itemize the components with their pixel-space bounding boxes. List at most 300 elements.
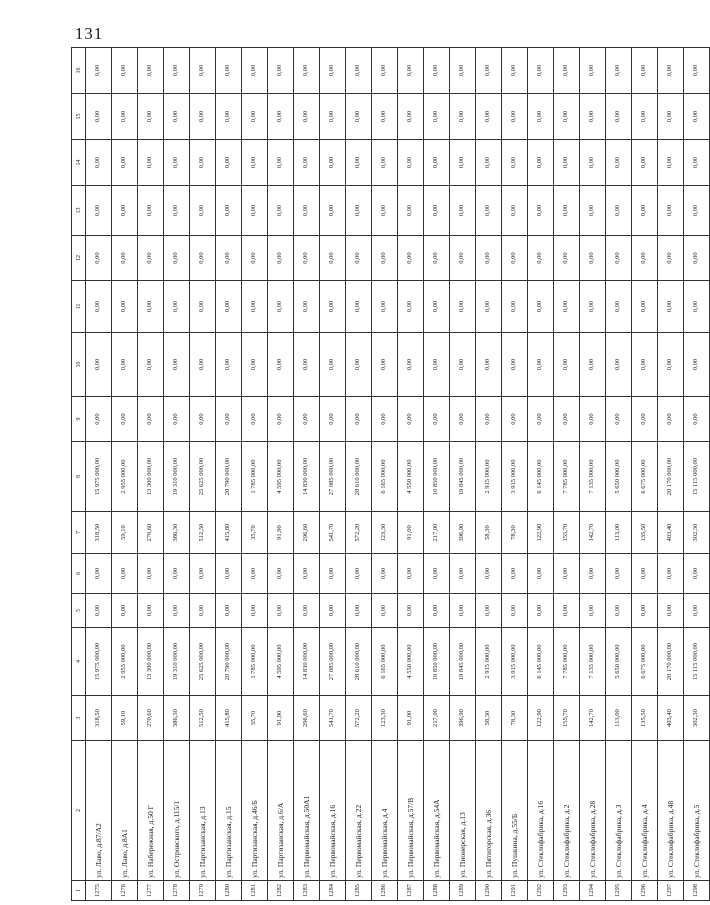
area-cell: 91,00 <box>398 696 424 741</box>
value-cell: 0,00 <box>580 554 606 594</box>
value-cell: 0,00 <box>216 281 242 333</box>
value-cell: 0,00 <box>346 140 372 186</box>
area-cell: 122,90 <box>528 696 554 741</box>
value-cell: 0,00 <box>424 397 450 442</box>
value-cell: 0,00 <box>268 333 294 397</box>
value-cell: 14 830 000,00 <box>294 628 320 696</box>
table-row <box>294 48 320 901</box>
value-cell: 0,00 <box>372 281 398 333</box>
table-row <box>450 48 476 901</box>
address-cell: ул. Первомайская, д.50А1 <box>294 741 320 881</box>
row-number-cell: 1284 <box>320 881 346 901</box>
area-cell: 217,00 <box>424 696 450 741</box>
value-cell: 0,00 <box>242 594 268 628</box>
column-header: 11 <box>72 281 86 333</box>
value-cell: 0,00 <box>554 186 580 236</box>
value-cell: 0,00 <box>450 94 476 140</box>
address-cell: ул. Стеклофабрика, д.5 <box>684 741 710 881</box>
area-cell: 541,70 <box>320 512 346 554</box>
value-cell: 4 550 000,00 <box>398 628 424 696</box>
value-cell: 0,00 <box>398 94 424 140</box>
value-cell: 0,00 <box>86 140 112 186</box>
value-cell: 0,00 <box>190 94 216 140</box>
table-row <box>216 48 242 901</box>
value-cell: 0,00 <box>606 397 632 442</box>
value-cell: 0,00 <box>554 94 580 140</box>
row-number-cell: 1295 <box>606 881 632 901</box>
value-cell: 19 310 000,00 <box>164 442 190 512</box>
column-header: 14 <box>72 140 86 186</box>
value-cell: 3 915 000,00 <box>502 442 528 512</box>
value-cell: 0,00 <box>112 140 138 186</box>
value-cell: 1 785 000,00 <box>242 442 268 512</box>
value-cell: 2 955 000,00 <box>112 628 138 696</box>
value-cell: 0,00 <box>268 594 294 628</box>
value-cell: 0,00 <box>502 333 528 397</box>
value-cell: 0,00 <box>138 236 164 281</box>
table-row <box>346 48 372 901</box>
value-cell: 0,00 <box>528 281 554 333</box>
area-cell: 415,80 <box>216 696 242 741</box>
value-cell: 0,00 <box>190 333 216 397</box>
value-cell: 0,00 <box>372 554 398 594</box>
address-cell: ул. Островского, д.115/1 <box>164 741 190 881</box>
column-header: 1 <box>72 881 86 901</box>
value-cell: 0,00 <box>632 186 658 236</box>
area-cell: 296,60 <box>294 696 320 741</box>
value-cell: 15 115 000,00 <box>684 442 710 512</box>
area-cell: 572,20 <box>346 696 372 741</box>
value-cell: 0,00 <box>476 594 502 628</box>
table-row <box>554 48 580 901</box>
address-cell: ул. Партизанская, д.46/Б <box>242 741 268 881</box>
value-cell: 0,00 <box>424 140 450 186</box>
value-cell: 7 785 000,00 <box>554 442 580 512</box>
value-cell: 0,00 <box>86 94 112 140</box>
value-cell: 0,00 <box>112 48 138 94</box>
value-cell: 0,00 <box>632 397 658 442</box>
value-cell: 0,00 <box>190 140 216 186</box>
value-cell: 0,00 <box>268 94 294 140</box>
row-number-cell: 1297 <box>658 881 684 901</box>
value-cell: 0,00 <box>554 140 580 186</box>
column-header: 10 <box>72 333 86 397</box>
value-cell: 0,00 <box>294 186 320 236</box>
column-header-row <box>72 48 86 901</box>
value-cell: 28 610 000,00 <box>346 628 372 696</box>
value-cell: 0,00 <box>86 397 112 442</box>
value-cell: 0,00 <box>138 281 164 333</box>
value-cell: 3 915 000,00 <box>502 628 528 696</box>
value-cell: 0,00 <box>372 333 398 397</box>
value-cell: 15 115 000,00 <box>684 628 710 696</box>
area-cell: 403,40 <box>658 512 684 554</box>
value-cell: 0,00 <box>502 236 528 281</box>
value-cell: 0,00 <box>164 140 190 186</box>
value-cell: 0,00 <box>632 140 658 186</box>
table-row <box>138 48 164 901</box>
value-cell: 0,00 <box>450 594 476 628</box>
area-cell: 35,70 <box>242 512 268 554</box>
value-cell: 0,00 <box>294 554 320 594</box>
value-cell: 0,00 <box>294 140 320 186</box>
value-cell: 2 915 000,00 <box>476 442 502 512</box>
value-cell: 0,00 <box>658 333 684 397</box>
column-header: 6 <box>72 554 86 594</box>
value-cell: 0,00 <box>138 554 164 594</box>
row-number-cell: 1292 <box>528 881 554 901</box>
value-cell: 0,00 <box>372 186 398 236</box>
value-cell: 6 145 000,00 <box>528 442 554 512</box>
value-cell: 0,00 <box>268 48 294 94</box>
area-cell: 396,90 <box>450 696 476 741</box>
value-cell: 0,00 <box>320 333 346 397</box>
table-row <box>580 48 606 901</box>
column-header: 15 <box>72 94 86 140</box>
value-cell: 0,00 <box>138 186 164 236</box>
address-cell: ул. Первомайская, д.22 <box>346 741 372 881</box>
value-cell: 0,00 <box>320 281 346 333</box>
value-cell: 0,00 <box>294 594 320 628</box>
value-cell: 0,00 <box>86 236 112 281</box>
area-cell: 155,70 <box>554 512 580 554</box>
value-cell: 0,00 <box>346 333 372 397</box>
value-cell: 0,00 <box>450 554 476 594</box>
row-number-cell: 1279 <box>190 881 216 901</box>
value-cell: 0,00 <box>684 140 710 186</box>
value-cell: 0,00 <box>138 594 164 628</box>
value-cell: 0,00 <box>268 397 294 442</box>
value-cell: 0,00 <box>424 554 450 594</box>
row-number-cell: 1289 <box>450 881 476 901</box>
value-cell: 0,00 <box>684 554 710 594</box>
address-cell: ул. Лаво, д.8А1 <box>112 741 138 881</box>
value-cell: 0,00 <box>684 48 710 94</box>
value-cell: 0,00 <box>684 281 710 333</box>
area-cell: 302,30 <box>684 696 710 741</box>
value-cell: 0,00 <box>502 281 528 333</box>
area-cell: 91,90 <box>268 512 294 554</box>
value-cell: 0,00 <box>138 94 164 140</box>
value-cell: 0,00 <box>450 397 476 442</box>
value-cell: 0,00 <box>112 333 138 397</box>
table-row <box>372 48 398 901</box>
value-cell: 0,00 <box>502 594 528 628</box>
value-cell: 0,00 <box>320 594 346 628</box>
value-cell: 20 790 000,00 <box>216 628 242 696</box>
value-cell: 0,00 <box>164 554 190 594</box>
value-cell: 0,00 <box>268 554 294 594</box>
value-cell: 0,00 <box>346 236 372 281</box>
table-row <box>528 48 554 901</box>
value-cell: 0,00 <box>268 236 294 281</box>
table-row <box>112 48 138 901</box>
area-cell: 142,70 <box>580 696 606 741</box>
value-cell: 0,00 <box>450 333 476 397</box>
value-cell: 0,00 <box>346 48 372 94</box>
value-cell: 13 300 000,00 <box>138 628 164 696</box>
value-cell: 4 550 000,00 <box>398 442 424 512</box>
address-cell: ул. Партизанская, д.13 <box>190 741 216 881</box>
value-cell: 0,00 <box>190 186 216 236</box>
row-number-cell: 1298 <box>684 881 710 901</box>
value-cell: 0,00 <box>320 186 346 236</box>
value-cell: 0,00 <box>606 281 632 333</box>
area-cell: 113,00 <box>606 512 632 554</box>
value-cell: 0,00 <box>554 236 580 281</box>
value-cell: 0,00 <box>294 48 320 94</box>
value-cell: 0,00 <box>580 397 606 442</box>
value-cell: 0,00 <box>658 140 684 186</box>
address-cell: ул. Первомайская, д.54А <box>424 741 450 881</box>
value-cell: 0,00 <box>632 281 658 333</box>
value-cell: 0,00 <box>606 186 632 236</box>
area-cell: 396,90 <box>450 512 476 554</box>
value-cell: 0,00 <box>476 397 502 442</box>
value-cell: 0,00 <box>632 94 658 140</box>
value-cell: 0,00 <box>502 186 528 236</box>
value-cell: 0,00 <box>216 397 242 442</box>
value-cell: 20 790 000,00 <box>216 442 242 512</box>
table-row <box>502 48 528 901</box>
value-cell: 0,00 <box>398 281 424 333</box>
row-number-cell: 1290 <box>476 881 502 901</box>
value-cell: 5 650 000,00 <box>606 442 632 512</box>
value-cell: 28 610 000,00 <box>346 442 372 512</box>
value-cell: 0,00 <box>632 48 658 94</box>
value-cell: 0,00 <box>554 594 580 628</box>
value-cell: 0,00 <box>372 397 398 442</box>
area-cell: 318,50 <box>86 512 112 554</box>
value-cell: 0,00 <box>528 594 554 628</box>
value-cell: 0,00 <box>580 333 606 397</box>
value-cell: 0,00 <box>398 186 424 236</box>
area-cell: 59,10 <box>112 512 138 554</box>
value-cell: 0,00 <box>294 236 320 281</box>
value-cell: 0,00 <box>476 333 502 397</box>
value-cell: 0,00 <box>502 140 528 186</box>
value-cell: 20 170 000,00 <box>658 442 684 512</box>
value-cell: 0,00 <box>242 554 268 594</box>
area-cell: 59,10 <box>112 696 138 741</box>
value-cell: 0,00 <box>658 281 684 333</box>
value-cell: 0,00 <box>424 281 450 333</box>
value-cell: 19 310 000,00 <box>164 628 190 696</box>
value-cell: 0,00 <box>164 397 190 442</box>
value-cell: 0,00 <box>268 186 294 236</box>
value-cell: 6 675 000,00 <box>632 628 658 696</box>
area-cell: 122,90 <box>528 512 554 554</box>
row-number-cell: 1283 <box>294 881 320 901</box>
value-cell: 4 595 000,00 <box>268 442 294 512</box>
table-row <box>164 48 190 901</box>
area-cell: 78,30 <box>502 696 528 741</box>
row-number-cell: 1282 <box>268 881 294 901</box>
value-cell: 0,00 <box>554 333 580 397</box>
value-cell: 0,00 <box>528 236 554 281</box>
row-number-cell: 1294 <box>580 881 606 901</box>
value-cell: 0,00 <box>476 281 502 333</box>
row-number-cell: 1278 <box>164 881 190 901</box>
value-cell: 0,00 <box>476 186 502 236</box>
value-cell: 15 975 000,00 <box>86 628 112 696</box>
value-cell: 0,00 <box>164 281 190 333</box>
value-cell: 0,00 <box>684 397 710 442</box>
value-cell: 0,00 <box>684 594 710 628</box>
value-cell: 0,00 <box>190 397 216 442</box>
value-cell: 0,00 <box>398 397 424 442</box>
value-cell: 0,00 <box>86 594 112 628</box>
value-cell: 13 300 000,00 <box>138 442 164 512</box>
value-cell: 0,00 <box>320 48 346 94</box>
row-number-cell: 1277 <box>138 881 164 901</box>
value-cell: 27 085 000,00 <box>320 628 346 696</box>
value-cell: 0,00 <box>164 333 190 397</box>
row-number-cell: 1293 <box>554 881 580 901</box>
value-cell: 25 625 000,00 <box>190 442 216 512</box>
value-cell: 0,00 <box>554 281 580 333</box>
value-cell: 6 165 000,00 <box>372 442 398 512</box>
value-cell: 0,00 <box>658 48 684 94</box>
area-cell: 155,70 <box>554 696 580 741</box>
value-cell: 0,00 <box>398 594 424 628</box>
value-cell: 0,00 <box>398 236 424 281</box>
value-cell: 0,00 <box>112 554 138 594</box>
area-cell: 78,30 <box>502 512 528 554</box>
value-cell: 0,00 <box>476 554 502 594</box>
value-cell: 0,00 <box>528 333 554 397</box>
value-cell: 0,00 <box>216 48 242 94</box>
value-cell: 0,00 <box>216 554 242 594</box>
value-cell: 1 785 000,00 <box>242 628 268 696</box>
value-cell: 4 595 000,00 <box>268 628 294 696</box>
area-cell: 386,30 <box>164 696 190 741</box>
row-number-cell: 1288 <box>424 881 450 901</box>
value-cell: 0,00 <box>606 140 632 186</box>
value-cell: 0,00 <box>424 186 450 236</box>
row-number-cell: 1276 <box>112 881 138 901</box>
table-row <box>268 48 294 901</box>
area-cell: 123,30 <box>372 512 398 554</box>
row-number-cell: 1296 <box>632 881 658 901</box>
value-cell: 0,00 <box>294 333 320 397</box>
address-cell: ул. Стеклофабрика, д.48 <box>658 741 684 881</box>
value-cell: 0,00 <box>450 236 476 281</box>
value-cell: 0,00 <box>268 281 294 333</box>
value-cell: 0,00 <box>372 48 398 94</box>
value-cell: 0,00 <box>528 554 554 594</box>
table-row <box>86 48 112 901</box>
row-number-cell: 1285 <box>346 881 372 901</box>
value-cell: 0,00 <box>450 186 476 236</box>
value-cell: 0,00 <box>138 333 164 397</box>
value-cell: 0,00 <box>346 281 372 333</box>
table-row <box>320 48 346 901</box>
value-cell: 0,00 <box>424 333 450 397</box>
area-cell: 135,50 <box>632 696 658 741</box>
value-cell: 27 085 000,00 <box>320 442 346 512</box>
register-table-body <box>72 48 710 901</box>
column-header: 9 <box>72 397 86 442</box>
value-cell: 0,00 <box>112 281 138 333</box>
area-cell: 403,40 <box>658 696 684 741</box>
value-cell: 0,00 <box>502 94 528 140</box>
value-cell: 6 165 000,00 <box>372 628 398 696</box>
value-cell: 0,00 <box>346 594 372 628</box>
value-cell: 0,00 <box>242 140 268 186</box>
value-cell: 6 145 000,00 <box>528 628 554 696</box>
row-number-cell: 1280 <box>216 881 242 901</box>
area-cell: 35,70 <box>242 696 268 741</box>
address-cell: ул. Пятигорская, д.36 <box>476 741 502 881</box>
row-number-cell: 1287 <box>398 881 424 901</box>
value-cell: 0,00 <box>112 94 138 140</box>
area-cell: 318,50 <box>86 696 112 741</box>
value-cell: 0,00 <box>112 236 138 281</box>
value-cell: 10 850 000,00 <box>424 442 450 512</box>
value-cell: 0,00 <box>632 594 658 628</box>
value-cell: 0,00 <box>684 94 710 140</box>
value-cell: 0,00 <box>424 236 450 281</box>
value-cell: 0,00 <box>632 236 658 281</box>
value-cell: 0,00 <box>242 48 268 94</box>
value-cell: 0,00 <box>320 236 346 281</box>
address-cell: ул. Стеклофабрика, д.2 <box>554 741 580 881</box>
value-cell: 0,00 <box>398 140 424 186</box>
value-cell: 0,00 <box>346 554 372 594</box>
value-cell: 0,00 <box>398 333 424 397</box>
value-cell: 0,00 <box>554 48 580 94</box>
value-cell: 0,00 <box>632 554 658 594</box>
value-cell: 0,00 <box>450 48 476 94</box>
value-cell: 0,00 <box>320 397 346 442</box>
value-cell: 0,00 <box>242 397 268 442</box>
value-cell: 2 955 000,00 <box>112 442 138 512</box>
value-cell: 0,00 <box>242 333 268 397</box>
value-cell: 0,00 <box>658 94 684 140</box>
address-cell: ул. Стеклофабрика, д.4 <box>632 741 658 881</box>
area-cell: 58,30 <box>476 696 502 741</box>
value-cell: 0,00 <box>528 397 554 442</box>
value-cell: 0,00 <box>216 94 242 140</box>
value-cell: 0,00 <box>424 594 450 628</box>
value-cell: 0,00 <box>294 281 320 333</box>
value-cell: 0,00 <box>658 236 684 281</box>
value-cell: 0,00 <box>450 140 476 186</box>
value-cell: 0,00 <box>554 397 580 442</box>
value-cell: 0,00 <box>606 48 632 94</box>
value-cell: 0,00 <box>164 186 190 236</box>
value-cell: 7 785 000,00 <box>554 628 580 696</box>
value-cell: 0,00 <box>398 554 424 594</box>
address-cell: ул. Стеклофабрика, д.16 <box>528 741 554 881</box>
column-header: 2 <box>72 741 86 881</box>
address-cell: ул. Пушкина, д.55/Б <box>502 741 528 881</box>
area-cell: 113,00 <box>606 696 632 741</box>
value-cell: 0,00 <box>190 281 216 333</box>
column-header: 8 <box>72 442 86 512</box>
table-row <box>658 48 684 901</box>
value-cell: 0,00 <box>86 554 112 594</box>
value-cell: 0,00 <box>242 281 268 333</box>
value-cell: 19 845 000,00 <box>450 442 476 512</box>
area-cell: 512,50 <box>190 512 216 554</box>
value-cell: 0,00 <box>502 397 528 442</box>
value-cell: 6 675 000,00 <box>632 442 658 512</box>
column-header: 5 <box>72 594 86 628</box>
value-cell: 0,00 <box>606 236 632 281</box>
area-cell: 91,90 <box>268 696 294 741</box>
